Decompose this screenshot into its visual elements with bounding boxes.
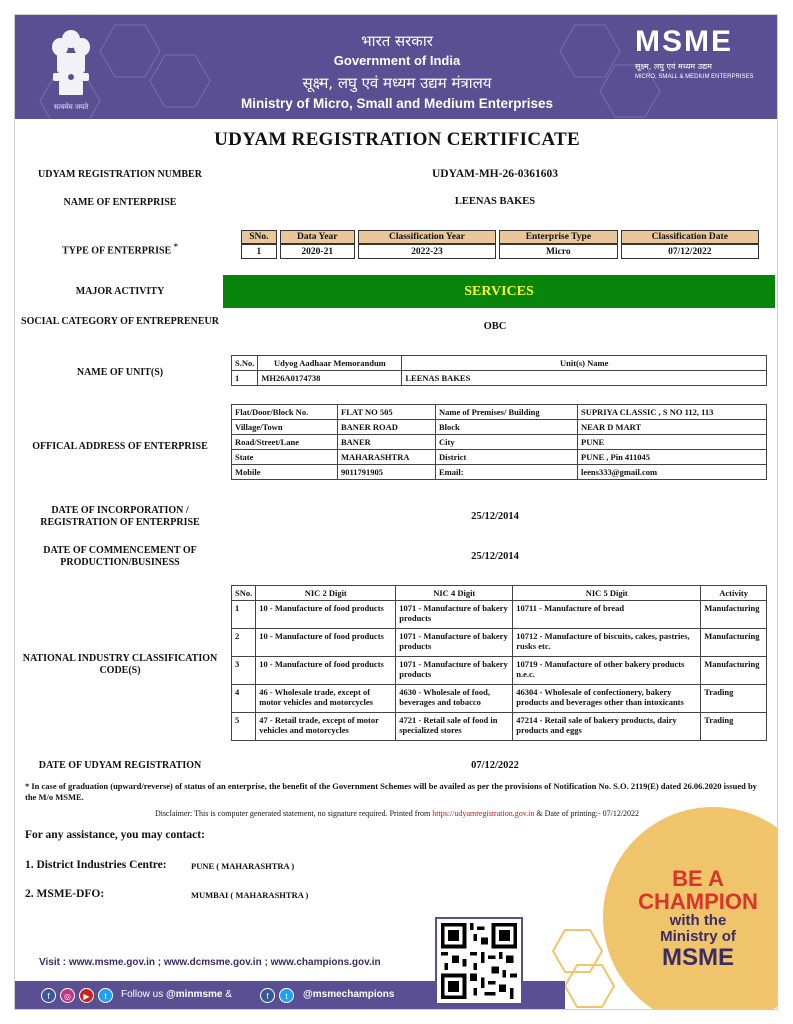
dic-contact-label: 1. District Industries Centre: [25, 859, 167, 871]
table-header: Udyog Aadhaar Memorandum [258, 356, 402, 371]
table-row [232, 465, 767, 480]
champion-line: Ministry of [660, 927, 736, 945]
table-cell: 46304 - Wholesale of confectionery, bakery products and beverages other than intoxicants [513, 685, 701, 713]
table-row [232, 685, 767, 713]
certificate-title: UDYAM REGISTRATION CERTIFICATE [214, 129, 580, 150]
table-header: Data Year [280, 230, 355, 244]
table-header: NIC 5 Digit [513, 586, 701, 601]
reg-number-label: UDYAM REGISTRATION NUMBER [38, 169, 202, 180]
certificate-sheet [14, 14, 778, 1010]
champion-message [613, 867, 778, 970]
msme-link[interactable]: www.msme.gov.in [68, 957, 155, 968]
table-cell: 10 - Manufacture of food products [256, 601, 396, 629]
table-header: S.No. [232, 356, 258, 371]
address-value: leens333@gmail.com [578, 465, 767, 480]
table-cell: 4630 - Wholesale of food, beverages and tobacco [396, 685, 513, 713]
table-cell: 47214 - Retail sale of bakery products, dairy products and eggs [513, 713, 701, 741]
table-row [241, 244, 759, 259]
follow-text [121, 989, 232, 1000]
graduation-note: * In case of graduation (upward/reverse) of status of an enterprise, the benefit of the Government Schemes will be availed as per the provisions of Notification No. S.O. 2119(E) dated 26.06.2020 issued by the M/o MSME. [25, 781, 757, 802]
table-cell: 1071 - Manufacture of bakery products [396, 601, 513, 629]
table-cell: 1 [232, 371, 258, 386]
minmsme-handle[interactable]: @minmsme [166, 989, 223, 1000]
msme-logo-hindi: सूक्ष्म, लघु एवं मध्यम उद्यम [635, 62, 712, 71]
dic-contact-value: PUNE ( MAHARASHTRA ) [191, 861, 295, 871]
address-value: PUNE [578, 435, 767, 450]
emblem-caption: सत्यमेव जयते [53, 103, 89, 111]
social-category-label: SOCIAL CATEGORY OF ENTREPRENEUR [21, 316, 219, 327]
address-value: 9011791905 [338, 465, 436, 480]
udyam-date-value: 07/12/2022 [471, 760, 519, 771]
enterprise-name-value: LEENAS BAKES [454, 196, 536, 207]
address-label: OFFICAL ADDRESS OF ENTERPRISE [32, 441, 208, 452]
table-cell: Micro [499, 244, 618, 259]
address-value: NEAR D MART [578, 420, 767, 435]
table-header-row [241, 230, 759, 244]
unit-name-label: NAME OF UNIT(S) [76, 367, 164, 378]
table-cell: Trading [701, 685, 767, 713]
type-label-star: * [173, 242, 178, 251]
type-label [20, 241, 220, 257]
address-value: BANER ROAD [338, 420, 436, 435]
table-cell: 07/12/2022 [621, 244, 759, 259]
visit-separator: ; [157, 957, 162, 968]
address-table [231, 404, 767, 480]
address-key: Village/Town [232, 420, 338, 435]
table-cell: 3 [232, 657, 256, 685]
address-key: Email: [436, 465, 578, 480]
address-key: Block [436, 420, 578, 435]
champion-line: CHAMPION [638, 889, 758, 915]
table-header: NIC 4 Digit [396, 586, 513, 601]
table-row [232, 601, 767, 629]
enterprise-type-table [238, 230, 762, 259]
table-cell: 46 - Wholesale trade, except of motor vehicles and motorcycles [256, 685, 396, 713]
msme-logo [635, 27, 753, 80]
dfo-contact-value: MUMBAI ( MAHARASHTRA ) [191, 890, 309, 900]
udyam-date-label: DATE OF UDYAM REGISTRATION [38, 760, 202, 771]
type-label-text: TYPE OF ENTERPRISE [62, 245, 172, 257]
table-cell: 1 [232, 601, 256, 629]
msme-logo-word: MSME [635, 25, 733, 58]
govt-hindi: भारत सरकार [361, 32, 433, 50]
incorporation-label: DATE OF INCORPORATION / REGISTRATION OF ENTERPRISE [40, 505, 200, 528]
visit-links [39, 957, 381, 968]
commencement-value: 25/12/2014 [471, 551, 519, 562]
disclaimer-text: Disclaimer: This is computer generated statement, no signature required. Printed from [154, 809, 431, 818]
table-header-row [232, 356, 767, 371]
champion-line: MSME [662, 943, 734, 971]
table-cell: Trading [701, 713, 767, 741]
table-header: Activity [701, 586, 767, 601]
address-key: Name of Premises/ Building [436, 405, 578, 420]
table-header: Classification Year [358, 230, 496, 244]
major-activity-bar: SERVICES [223, 275, 775, 308]
msme-logo-english: MICRO, SMALL & MEDIUM ENTERPRISES [635, 74, 754, 80]
social-category-value: OBC [483, 321, 507, 332]
address-value: BANER [338, 435, 436, 450]
address-key: City [436, 435, 578, 450]
table-row [232, 713, 767, 741]
table-row [232, 629, 767, 657]
table-header: Enterprise Type [499, 230, 618, 244]
table-cell: 2022-23 [358, 244, 496, 259]
qr-code [435, 917, 523, 1005]
assistance-heading: For any assistance, you may contact: [25, 829, 205, 841]
table-cell: LEENAS BAKES [402, 371, 767, 386]
table-cell: 5 [232, 713, 256, 741]
youtube-icon[interactable]: ▶ [79, 988, 94, 1003]
visit-label: Visit : [39, 957, 67, 968]
address-key: District [436, 450, 578, 465]
table-cell: 10712 - Manufacture of biscuits, cakes, pastries, rusks etc. [513, 629, 701, 657]
champion-line: BE A [672, 866, 724, 891]
ministry-hindi: सूक्ष्म, लघु एवं मध्यम उद्यम मंत्रालय [302, 74, 492, 92]
table-cell: 47 - Retail trade, except of motor vehicles and motorcycles [256, 713, 396, 741]
activity-label: MAJOR ACTIVITY [75, 286, 165, 297]
table-header: Unit(s) Name [402, 356, 767, 371]
address-value: SUPRIYA CLASSIC , S NO 112, 113 [578, 405, 767, 420]
table-cell: Manufacturing [701, 629, 767, 657]
table-row [232, 450, 767, 465]
table-cell: 2 [232, 629, 256, 657]
table-header: NIC 2 Digit [256, 586, 396, 601]
table-cell: 4721 - Retail sale of food in specialized stores [396, 713, 513, 741]
table-cell: 1071 - Manufacture of bakery products [396, 657, 513, 685]
table-cell: 10719 - Manufacture of other bakery products n.e.c. [513, 657, 701, 685]
govt-english: Government of India [333, 53, 461, 68]
facebook-icon[interactable]: f [41, 988, 56, 1003]
ministry-english: Ministry of Micro, Small and Medium Enterprises [240, 96, 554, 111]
follow-amp: & [225, 989, 232, 1000]
dfo-contact-label: 2. MSME-DFO: [25, 888, 105, 900]
table-row [232, 405, 767, 420]
address-key: Mobile [232, 465, 338, 480]
table-cell: Manufacturing [701, 657, 767, 685]
nic-label: NATIONAL INDUSTRY CLASSIFICATION CODE(S) [22, 653, 218, 676]
twitter-icon[interactable]: t [98, 988, 113, 1003]
unit-table [231, 355, 767, 386]
portal-link[interactable]: https://udyamregistration.gov.in [432, 809, 535, 818]
table-row [232, 371, 767, 386]
visit-separator: ; [264, 957, 268, 968]
table-header: SNo. [241, 230, 277, 244]
table-row [232, 435, 767, 450]
table-header: Classification Date [621, 230, 759, 244]
incorporation-value: 25/12/2014 [471, 511, 519, 522]
address-value: FLAT NO 505 [338, 405, 436, 420]
nic-table [231, 585, 767, 741]
table-row [232, 420, 767, 435]
table-cell: 10 - Manufacture of food products [256, 629, 396, 657]
facebook-icon[interactable]: f [260, 988, 275, 1003]
table-cell: 1071 - Manufacture of bakery products [396, 629, 513, 657]
table-cell: 10 - Manufacture of food products [256, 657, 396, 685]
champions-link[interactable]: www.champions.gov.in [270, 957, 381, 968]
address-value: PUNE , Pin 411045 [578, 450, 767, 465]
table-row [232, 657, 767, 685]
printing-date: & Date of printing:- 07/12/2022 [536, 809, 640, 818]
table-cell: Manufacturing [701, 601, 767, 629]
dcmsme-link[interactable]: www.dcmsme.gov.in [163, 957, 262, 968]
follow-label: Follow us [121, 989, 164, 1000]
champion-line: with the [669, 912, 727, 930]
table-cell: 10711 - Manufacture of bread [513, 601, 701, 629]
table-cell: MH26A0174738 [258, 371, 402, 386]
table-header-row [232, 586, 767, 601]
table-cell: 2020-21 [280, 244, 355, 259]
qr-code-icon [441, 923, 517, 999]
table-cell: 1 [241, 244, 277, 259]
address-key: Road/Street/Lane [232, 435, 338, 450]
msmechampions-handle[interactable]: @msmechampions [303, 989, 395, 1000]
header-banner [15, 15, 778, 119]
address-value: MAHARASHTRA [338, 450, 436, 465]
table-cell: 4 [232, 685, 256, 713]
reg-number-value: UDYAM-MH-26-0361603 [431, 168, 559, 180]
disclaimer [15, 809, 778, 818]
table-header: SNo. [232, 586, 256, 601]
enterprise-name-label: NAME OF ENTERPRISE [63, 197, 177, 208]
address-key: Flat/Door/Block No. [232, 405, 338, 420]
instagram-icon[interactable]: ◎ [60, 988, 75, 1003]
address-key: State [232, 450, 338, 465]
commencement-label: DATE OF COMMENCEMENT OF PRODUCTION/BUSINESS [43, 545, 197, 568]
twitter-icon[interactable]: t [279, 988, 294, 1003]
